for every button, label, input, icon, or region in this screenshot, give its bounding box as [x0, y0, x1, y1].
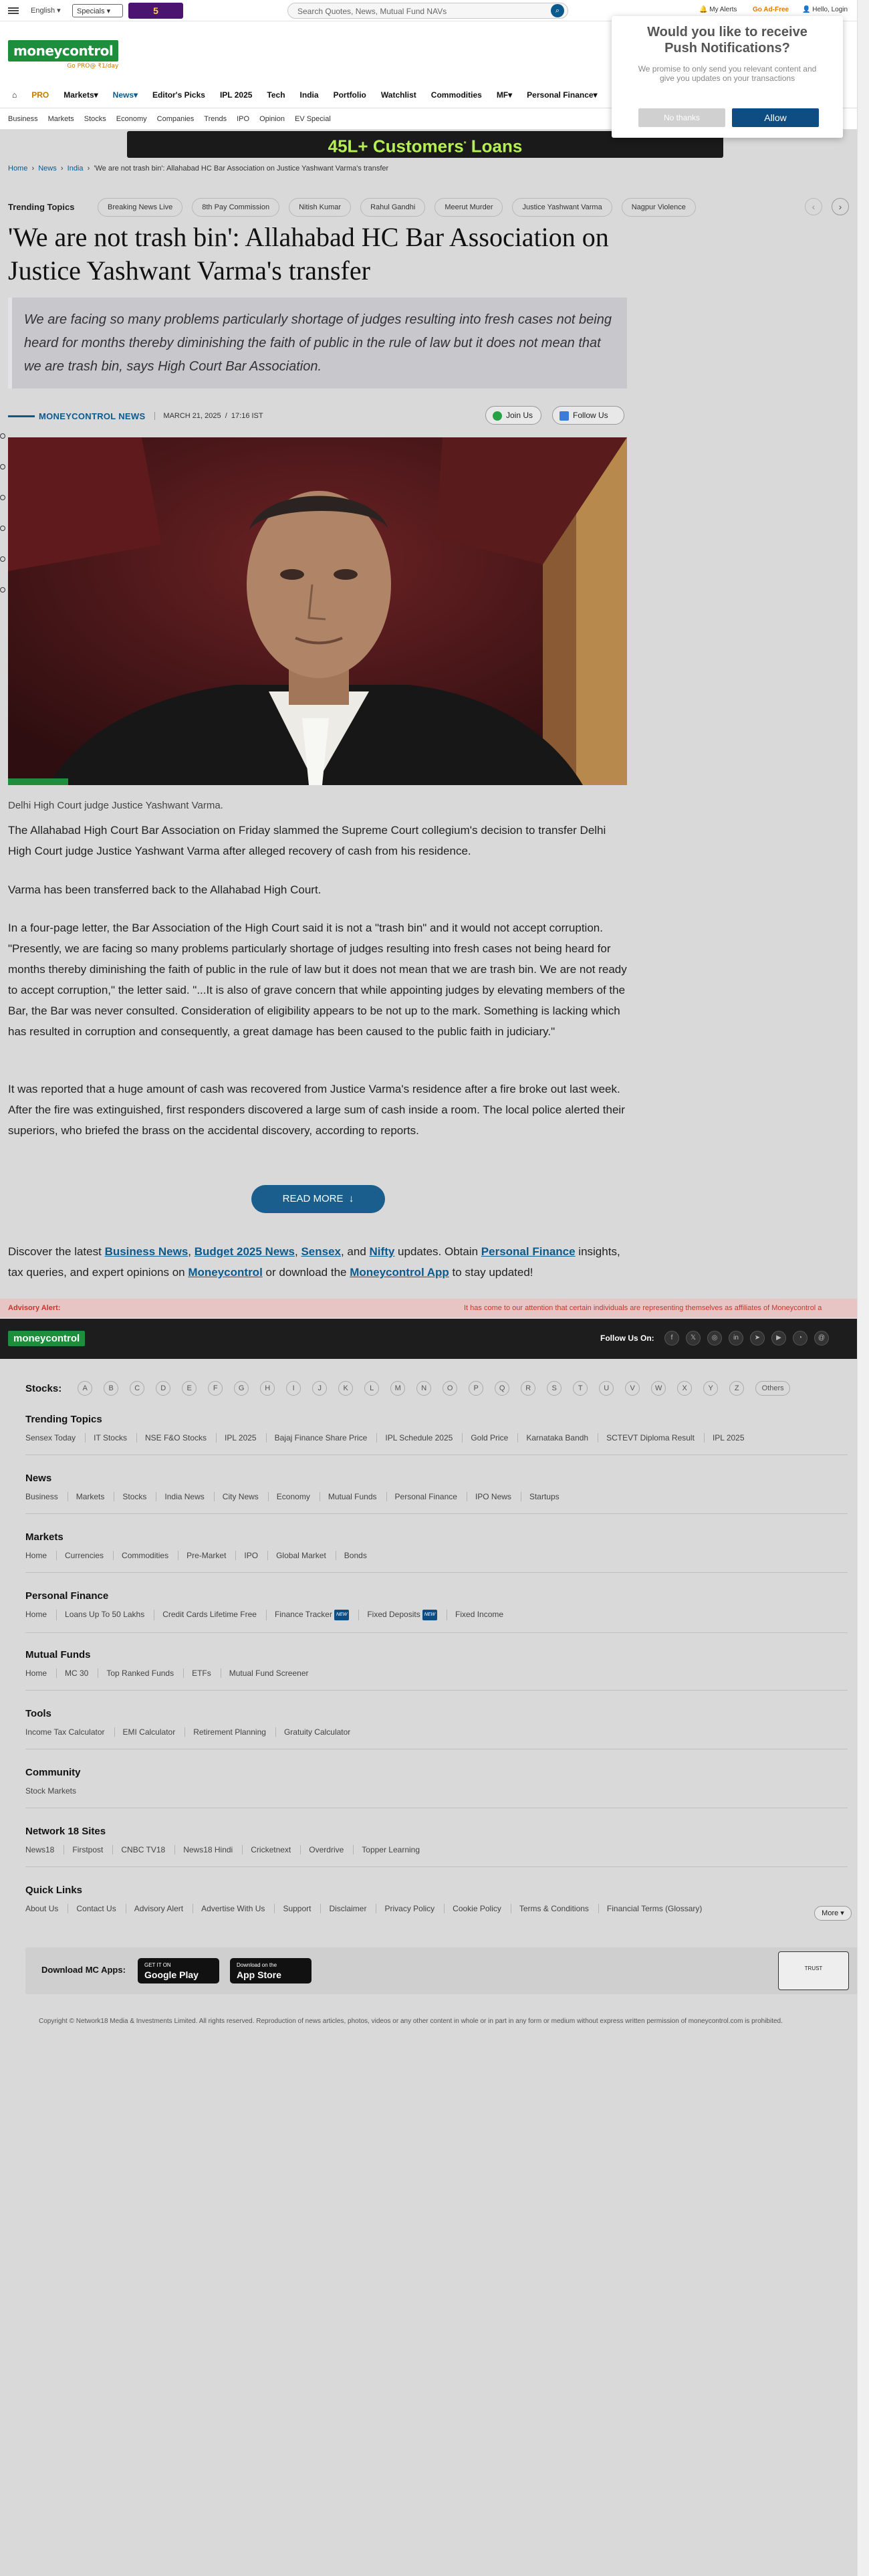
footer-link[interactable]: Top Ranked Funds	[106, 1669, 184, 1678]
share-icon[interactable]	[0, 556, 5, 562]
app-store-label: App Store	[237, 1969, 281, 1980]
chip-nagpur-violence[interactable]: Nagpur Violence	[622, 198, 696, 217]
article-image	[8, 437, 627, 785]
home-icon[interactable]: ⌂	[12, 90, 17, 100]
popup-body: We promise to only send you relevant content and give you updates on your transactions	[638, 64, 817, 83]
login-link[interactable]: 👤 Hello, Login	[802, 6, 848, 13]
new-badge: NEW	[334, 1610, 349, 1620]
allow-button[interactable]: Allow	[732, 108, 819, 127]
article-headline: 'We are not trash bin': Allahabad HC Bar Association on Justice Yashwant Varma's transfer	[8, 222, 609, 286]
nav-item-india[interactable]: India	[299, 90, 319, 100]
subnav-economy[interactable]: Economy	[116, 114, 147, 123]
footer-section-network18	[25, 1826, 848, 1867]
search-placeholder: Search Quotes, News, Mutual Fund NAVs	[297, 7, 447, 16]
facebook-icon[interactable]: f	[664, 1331, 679, 1346]
share-icon[interactable]	[0, 526, 5, 531]
download-apps-row	[25, 1947, 860, 1994]
subnav-ev-special[interactable]: EV Special	[294, 114, 331, 123]
letter-v[interactable]: V	[625, 1381, 640, 1396]
search-input[interactable]	[287, 3, 568, 19]
footer-link[interactable]: Firstpost	[72, 1845, 113, 1854]
footer-link[interactable]: Cookie Policy	[453, 1904, 511, 1913]
site-logo[interactable]	[8, 40, 118, 70]
date-label: MARCH 21, 2025	[163, 412, 221, 420]
no-thanks-button[interactable]: No thanks	[638, 108, 725, 127]
footer-link[interactable]: IPL 2025	[712, 1433, 745, 1442]
letter-j[interactable]: J	[312, 1381, 327, 1396]
breadcrumb-news[interactable]: News	[38, 165, 57, 173]
article-paragraph: Varma has been transferred back to the Allahabad High Court.	[8, 883, 322, 896]
discover-t2: ,	[188, 1245, 195, 1258]
footer-link[interactable]: Sensex Today	[25, 1433, 86, 1442]
share-icon[interactable]	[0, 587, 5, 593]
five-year-badge[interactable]	[128, 3, 183, 19]
more-label: More	[822, 1909, 839, 1917]
more-links-button[interactable]: More ▾	[814, 1906, 852, 1921]
chip-breaking-news[interactable]: Breaking News Live	[98, 198, 182, 217]
footer-link[interactable]: Global Market	[276, 1551, 336, 1560]
letter-c[interactable]: C	[130, 1381, 144, 1396]
author-name[interactable]: MONEYCONTROL NEWS	[39, 411, 146, 421]
discover-t3: ,	[294, 1245, 301, 1258]
article-paragraph: It was reported that a huge amount of cash was recovered from Justice Varma's residence after a fire broke out last week. After the fire was extinguished, first responders discovered a large sum of cash inside a room. The local police alerted their superiors, who briefed the brass on the accidental discovery, according to reports.	[8, 1083, 625, 1137]
footer-link[interactable]: About Us	[25, 1904, 68, 1913]
trending-chips	[98, 198, 705, 217]
x-icon[interactable]: 𝕏	[686, 1331, 701, 1346]
search-icon[interactable]: ⌕	[551, 4, 564, 17]
share-icon[interactable]	[0, 495, 5, 500]
letter-g[interactable]: G	[234, 1381, 249, 1396]
linkedin-icon[interactable]: in	[729, 1331, 743, 1346]
footer-section-title: News	[25, 1473, 52, 1484]
go-ad-free-label: Go Ad-Free	[753, 6, 789, 13]
subnav-opinion[interactable]: Opinion	[259, 114, 285, 123]
language-label: English	[31, 7, 55, 15]
footer-link[interactable]: India News	[164, 1492, 214, 1501]
budget-news-link[interactable]: Budget 2025 News	[194, 1245, 295, 1258]
breadcrumb: Home › News › India › 'We are not trash bin': Allahabad HC Bar Association on Justice Yashwant Varma's transfer	[8, 165, 389, 173]
letter-u[interactable]: U	[599, 1381, 614, 1396]
nav-item-ipl[interactable]: IPL 2025	[219, 90, 253, 100]
rss-icon[interactable]: ◔	[793, 1331, 808, 1346]
footer-section-tools	[25, 1708, 848, 1749]
download-apps-label: Download MC Apps:	[41, 1965, 126, 1975]
nav-item-watchlist[interactable]: Watchlist	[380, 90, 416, 100]
app-store-small: Download on the	[237, 1962, 277, 1968]
footer-link[interactable]: Home	[25, 1551, 57, 1560]
discover-t1: Discover the latest	[8, 1245, 105, 1258]
chip-rahul-gandhi[interactable]: Rahul Gandhi	[360, 198, 425, 217]
letter-i[interactable]: I	[286, 1381, 301, 1396]
footer-section-title: Tools	[25, 1708, 51, 1719]
chip-8th-pay[interactable]: 8th Pay Commission	[192, 198, 279, 217]
breadcrumb-home[interactable]: Home	[8, 165, 28, 173]
advisory-alert-bar	[0, 1299, 869, 1317]
footer-link[interactable]: Karnataka Bandh	[526, 1433, 598, 1442]
nav-item-markets[interactable]: Markets▾	[64, 90, 98, 100]
letter-b[interactable]: B	[104, 1381, 118, 1396]
judge-portrait-image	[8, 437, 627, 785]
author-accent-bar	[8, 415, 35, 417]
subnav-trends[interactable]: Trends	[204, 114, 227, 123]
letter-y[interactable]: Y	[703, 1381, 718, 1396]
nav-item-commodities[interactable]: Commodities	[430, 90, 482, 100]
moneycontrol-link[interactable]: Moneycontrol	[188, 1266, 263, 1279]
advisory-label: Advisory Alert:	[8, 1304, 61, 1312]
fixed-deposits-label: Fixed Deposits	[367, 1610, 420, 1619]
footer-link[interactable]: Bajaj Finance Share Price	[275, 1433, 378, 1442]
google-play-small: GET IT ON	[144, 1962, 171, 1968]
sensex-link[interactable]: Sensex	[301, 1245, 341, 1258]
hamburger-menu-icon[interactable]	[8, 7, 19, 14]
image-caption: Delhi High Court judge Justice Yashwant Varma.	[8, 800, 223, 811]
trust-seal-icon	[778, 1951, 849, 1990]
footer-section-personal-finance	[25, 1590, 848, 1633]
letter-l[interactable]: L	[364, 1381, 379, 1396]
specials-label: Specials	[77, 7, 105, 15]
nifty-link[interactable]: Nifty	[369, 1245, 395, 1258]
footer-link[interactable]: Cricketnext	[251, 1845, 301, 1854]
nav-item-personal-finance[interactable]: Personal Finance▾	[527, 90, 598, 100]
letter-h[interactable]: H	[260, 1381, 275, 1396]
footer-link[interactable]: Gratuity Calculator	[283, 1727, 351, 1737]
nav-item-portfolio[interactable]: Portfolio	[333, 90, 366, 100]
nav-item-news[interactable]: News▾	[112, 90, 138, 100]
footer-link[interactable]: SCTEVT Diploma Result	[606, 1433, 705, 1442]
discover-t7: or download the	[262, 1266, 350, 1279]
footer-link[interactable]: Privacy Policy	[384, 1904, 445, 1913]
discover-t4: , and	[340, 1245, 370, 1258]
footer-link[interactable]: Stocks	[122, 1492, 156, 1501]
footer-link[interactable]: Credit Cards Lifetime Free	[162, 1610, 267, 1620]
share-icon[interactable]	[0, 464, 5, 469]
letter-m[interactable]: M	[390, 1381, 405, 1396]
footer-link[interactable]: Home	[25, 1669, 57, 1678]
threads-icon[interactable]: @	[814, 1331, 829, 1346]
letter-e[interactable]: E	[182, 1381, 197, 1396]
footer-section-mutual-funds	[25, 1649, 848, 1691]
footer-link[interactable]: Gold Price	[471, 1433, 518, 1442]
footer-link[interactable]: ETFs	[192, 1669, 221, 1678]
letter-a[interactable]: A	[78, 1381, 92, 1396]
ad-suffix: Loans	[471, 136, 523, 156]
footer-link[interactable]: IPL Schedule 2025	[385, 1433, 463, 1442]
footer-section-title: Trending Topics	[25, 1414, 102, 1425]
chip-meerut-murder[interactable]: Meerut Murder	[434, 198, 503, 217]
google-news-icon	[560, 411, 569, 421]
letter-z[interactable]: Z	[729, 1381, 744, 1396]
nav-item-mf[interactable]: MF▾	[496, 90, 513, 100]
footer-top	[0, 1319, 869, 1359]
subnav-business[interactable]: Business	[8, 114, 38, 123]
footer-link[interactable]: MC 30	[65, 1669, 98, 1678]
google-play-label: Google Play	[144, 1969, 199, 1980]
footer-link[interactable]: Overdrive	[309, 1845, 354, 1854]
discover-text	[8, 1241, 630, 1283]
footer-link[interactable]: Startups	[529, 1492, 560, 1501]
logo-tagline: Go PRO@ ₹1/day	[67, 63, 119, 70]
footer-link[interactable]: Income Tax Calculator	[25, 1727, 115, 1737]
whatsapp-icon	[493, 411, 502, 421]
footer-link[interactable]: IPO News	[475, 1492, 521, 1501]
letter-t[interactable]: T	[573, 1381, 588, 1396]
chevron-right-icon[interactable]: ›	[832, 198, 849, 215]
footer-section-title: Personal Finance	[25, 1590, 109, 1602]
copyright-text: Copyright © Network18 Media & Investments Limited. All rights reserved. Reproduction of news articles, photos, videos or any other content in whole or in part in any form or medium without express written permission of moneycontrol.com is prohibited.	[39, 2018, 783, 2025]
footer-link[interactable]: Business	[25, 1492, 68, 1501]
app-store-badge[interactable]	[230, 1958, 312, 1983]
nav-item-editors-picks[interactable]: Editor's Picks	[152, 90, 205, 100]
share-rail	[0, 433, 5, 607]
follow-us-label: Follow Us	[573, 411, 608, 420]
footer-section-quick-links	[25, 1885, 794, 1916]
footer-link[interactable]: Mutual Funds	[328, 1492, 387, 1501]
nav-news-label: News	[112, 90, 134, 100]
discover-t5: updates. Obtain	[394, 1245, 481, 1258]
join-us-button[interactable]	[485, 406, 541, 425]
footer-section-news	[25, 1473, 848, 1514]
footer-link[interactable]: Contact Us	[76, 1904, 126, 1913]
time-label: 17:16 IST	[231, 412, 263, 420]
footer-link[interactable]: Bonds	[344, 1551, 367, 1560]
letter-n[interactable]: N	[416, 1381, 431, 1396]
push-notification-popup	[612, 16, 843, 138]
footer-link[interactable]: Loans Up To 50 Lakhs	[65, 1610, 154, 1620]
footer-link[interactable]: Fixed Income	[455, 1610, 504, 1619]
ad-banner[interactable]: 45L+ Customers* Loans	[127, 131, 723, 158]
footer-link[interactable]: Commodities	[122, 1551, 178, 1560]
footer-link[interactable]: Markets	[76, 1492, 115, 1501]
letter-r[interactable]: R	[521, 1381, 535, 1396]
youtube-icon[interactable]: ▶	[771, 1331, 786, 1346]
letter-q[interactable]: Q	[495, 1381, 509, 1396]
footer-section-title: Network 18 Sites	[25, 1826, 106, 1837]
finance-tracker-label: Finance Tracker	[274, 1610, 332, 1619]
footer-link[interactable]: Personal Finance	[395, 1492, 467, 1501]
footer-link[interactable]: Topper Learning	[362, 1845, 420, 1854]
five-badge-label: 5	[153, 5, 158, 16]
footer-logo[interactable]: moneycontrol	[8, 1331, 85, 1346]
personal-finance-link[interactable]: Personal Finance	[481, 1245, 576, 1258]
article-paragraph: In a four-page letter, the Bar Association of the High Court said it is not a "trash bin" and it would not accept corruption. "Presently, we are facing so many problems particularly shortage of judges resulting into fresh cases not being heard for months thereby diminishing the faith of public in the rule of law but it does not mean that we are trash bin. We are not ready to accept corruption," the letter said. "...It is also of grave concern that while appointing judges by elevating members of the Bar, the Bar was never consulted. Consideration of eligibility appears to be not up to the mark. Something is lacking which has resulted in corruption and consequently, a great damage has been caused to the public faith in judiciary."	[8, 922, 627, 1038]
footer-link-finance-tracker[interactable]	[275, 1610, 359, 1620]
chip-yashwant-varma[interactable]: Justice Yashwant Varma	[512, 198, 612, 217]
instagram-icon[interactable]: ◎	[707, 1331, 722, 1346]
language-selector[interactable]: English ▾	[31, 7, 61, 15]
trust-seal-text: TRUST	[804, 1965, 823, 1971]
discover-t8: to stay updated!	[449, 1266, 533, 1279]
page-scrollbar[interactable]	[857, 0, 869, 2576]
letter-s[interactable]: S	[547, 1381, 562, 1396]
join-us-label: Join Us	[506, 411, 533, 420]
popup-title: Would you like to receive Push Notifications?	[647, 25, 808, 56]
read-more-label: READ MORE	[282, 1193, 344, 1204]
footer-link[interactable]: News18	[25, 1845, 64, 1854]
subnav-companies[interactable]: Companies	[156, 114, 195, 123]
read-more-button[interactable]: READ MORE ↓	[251, 1185, 385, 1213]
footer-section-markets	[25, 1531, 848, 1573]
footer-link[interactable]: Pre-Market	[187, 1551, 236, 1560]
letter-others[interactable]: Others	[755, 1381, 790, 1396]
subnav-ipo[interactable]: IPO	[237, 114, 250, 123]
footer-section-community	[25, 1767, 848, 1808]
share-icon[interactable]	[0, 433, 5, 439]
subnav-stocks[interactable]: Stocks	[84, 114, 106, 123]
letter-w[interactable]: W	[651, 1381, 666, 1396]
new-badge: NEW	[422, 1610, 437, 1620]
social-links	[658, 1331, 829, 1346]
footer-link[interactable]: Currencies	[65, 1551, 114, 1560]
stocks-label: Stocks:	[25, 1382, 62, 1394]
letter-x[interactable]: X	[677, 1381, 692, 1396]
article-summary: We are facing so many problems particularly shortage of judges resulting into fresh cases not being heard for months thereby diminishing the faith of public in the rule of law but it does not mean that we are trash bin, says High Court Bar Association.	[8, 298, 627, 389]
footer-section-title: Markets	[25, 1531, 64, 1543]
my-alerts-label: My Alerts	[709, 6, 737, 13]
footer-link[interactable]: Advertise With Us	[201, 1904, 275, 1913]
article-date: MARCH 21, 2025 / 17:16 IST	[154, 412, 263, 420]
my-alerts-link[interactable]: 🔔 My Alerts	[699, 6, 737, 13]
chevron-left-icon[interactable]: ‹	[805, 198, 822, 215]
go-ad-free-link[interactable]	[753, 6, 789, 13]
breadcrumb-india[interactable]: India	[67, 165, 84, 173]
footer-section-trending	[25, 1414, 848, 1455]
stocks-a-z	[25, 1379, 790, 1398]
footer-section-title: Mutual Funds	[25, 1649, 91, 1660]
footer-link[interactable]: Mutual Fund Screener	[229, 1669, 309, 1678]
footer-link[interactable]: Economy	[277, 1492, 320, 1501]
chip-nitish-kumar[interactable]: Nitish Kumar	[289, 198, 351, 217]
letter-p[interactable]: P	[469, 1381, 483, 1396]
footer-link[interactable]: IT Stocks	[94, 1433, 137, 1442]
letter-o[interactable]: O	[443, 1381, 457, 1396]
footer-link[interactable]: Retirement Planning	[193, 1727, 276, 1737]
ad-text: 45L+ Customers	[328, 136, 464, 156]
telegram-icon[interactable]: ➤	[750, 1331, 765, 1346]
footer-link[interactable]: Home	[25, 1610, 57, 1620]
article-paragraph: The Allahabad High Court Bar Association on Friday slammed the Supreme Court collegium's decision to transfer Delhi High Court judge Justice Yashwant Varma after alleged recovery of cash from his residence.	[8, 824, 606, 857]
footer-link[interactable]: News18 Hindi	[183, 1845, 243, 1854]
footer-link[interactable]: IPO	[244, 1551, 268, 1560]
footer-link[interactable]: Advisory Alert	[134, 1904, 193, 1913]
footer-link[interactable]: City News	[223, 1492, 269, 1501]
nav-mf-label: MF	[496, 90, 509, 100]
nav-item-pro[interactable]: PRO	[31, 90, 49, 100]
breadcrumb-current: 'We are not trash bin': Allahabad HC Bar Association on Justice Yashwant Varma's transfer	[94, 165, 389, 173]
footer-link[interactable]: CNBC TV18	[121, 1845, 175, 1854]
follow-us-button[interactable]	[552, 406, 624, 425]
advisory-message[interactable]: It has come to our attention that certain individuals are representing themselves as affiliates of Moneycontrol a	[464, 1304, 822, 1312]
google-play-badge[interactable]	[138, 1958, 219, 1983]
discover-t6: insights, tax queries, and expert opinions on	[8, 1245, 620, 1279]
subnav-markets[interactable]: Markets	[47, 114, 74, 123]
nav-markets-label: Markets	[64, 90, 94, 100]
trending-topics-label: Trending Topics	[8, 202, 75, 212]
moneycontrol-app-link[interactable]: Moneycontrol App	[350, 1266, 449, 1279]
footer-link[interactable]: Stock Markets	[25, 1786, 77, 1796]
business-news-link[interactable]: Business News	[104, 1245, 189, 1258]
letter-k[interactable]: K	[338, 1381, 353, 1396]
login-label: Hello, Login	[812, 6, 848, 13]
footer-link[interactable]: Support	[283, 1904, 321, 1913]
follow-us-on-label: Follow Us On:	[600, 1333, 654, 1343]
footer-section-title: Quick Links	[25, 1885, 83, 1896]
footer-link[interactable]: EMI Calculator	[123, 1727, 186, 1737]
footer-link[interactable]: Financial Terms (Glossary)	[606, 1904, 703, 1913]
footer-link-fixed-deposits[interactable]	[367, 1610, 447, 1620]
footer-link[interactable]: IPL 2025	[225, 1433, 267, 1442]
letter-d[interactable]: D	[156, 1381, 170, 1396]
letter-f[interactable]: F	[208, 1381, 223, 1396]
footer-link[interactable]: Terms & Conditions	[519, 1904, 599, 1913]
footer-link[interactable]: NSE F&O Stocks	[145, 1433, 217, 1442]
nav-item-tech[interactable]: Tech	[267, 90, 285, 100]
specials-dropdown[interactable]: Specials ▾	[72, 4, 123, 17]
nav-pf-label: Personal Finance	[527, 90, 594, 100]
footer-link[interactable]: Disclaimer	[329, 1904, 376, 1913]
logo-text: moneycontrol	[8, 40, 118, 62]
footer-section-title: Community	[25, 1767, 81, 1778]
